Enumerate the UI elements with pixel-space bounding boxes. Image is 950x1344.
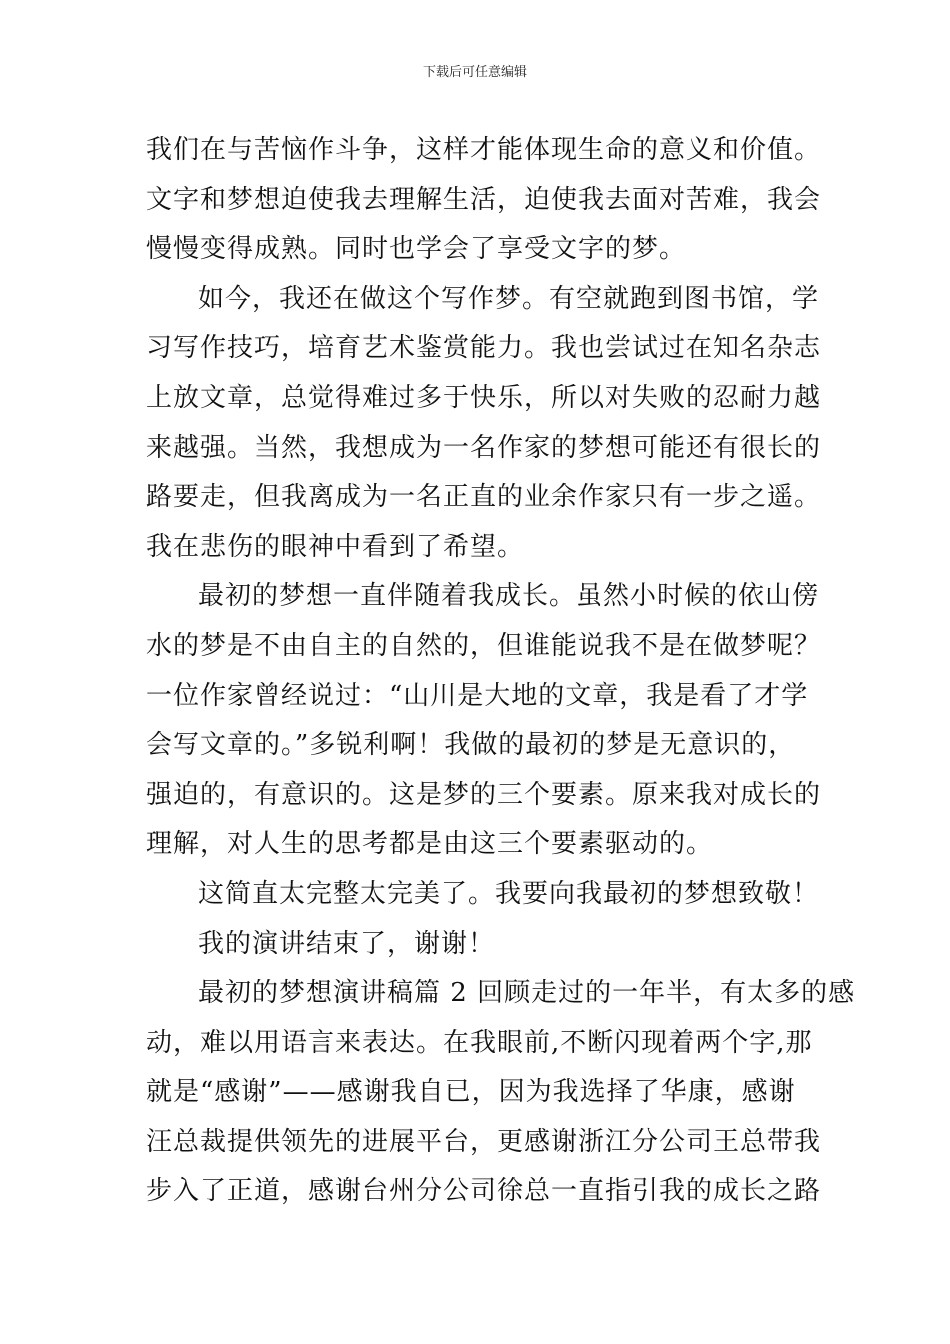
text-line: 上放文章，总觉得难过多于快乐，所以对失败的忍耐力越 (146, 382, 822, 413)
page-header: 下载后可任意编辑 (422, 65, 527, 80)
text-line: 我的演讲结束了，谢谢！ (198, 928, 496, 959)
text-line: 慢慢变得成熟。同时也学会了享受文字的梦。 (146, 234, 687, 265)
text-line: 习写作技巧，培育艺术鉴赏能力。我也尝试过在知名杂志 (146, 333, 822, 364)
text-line: 我在悲伤的眼神中看到了希望。 (146, 531, 525, 562)
text-line: 理解，对人生的思考都是由这三个要素驱动的。 (146, 829, 714, 860)
text-line: 最初的梦想一直伴随着我成长。虽然小时候的依山傍 (198, 581, 820, 612)
body-text (146, 126, 856, 1217)
text-line: 会写文章的。”多锐利啊！我做的最初的梦是无意识的， (146, 730, 796, 761)
text-line: 来越强。当然，我想成为一名作家的梦想可能还有很长的 (146, 432, 822, 463)
text-line: 步入了正道，感谢台州分公司徐总一直指引我的成长之路 (146, 1176, 822, 1207)
text-line: 强迫的，有意识的。这是梦的三个要素。原来我对成长的 (146, 779, 822, 810)
text-line: 路要走，但我离成为一名正直的业余作家只有一步之遥。 (146, 482, 822, 513)
text-line: 如今，我还在做这个写作梦。有空就跑到图书馆，学 (198, 283, 820, 314)
text-line: 汪总裁提供领先的进展平台，更感谢浙江分公司王总带我 (146, 1126, 822, 1157)
text-line: 就是“感谢”——感谢我自已，因为我选择了华康，感谢 (146, 1077, 796, 1108)
text-line: 文字和梦想迫使我去理解生活，迫使我去面对苦难，我会 (146, 184, 822, 215)
text-line: 这简直太完整太完美了。我要向我最初的梦想致敬！ (198, 878, 820, 909)
text-line: 一位作家曾经说过：“山川是大地的文章，我是看了才学 (146, 680, 809, 711)
text-line: 我们在与苦恼作斗争，这样才能体现生命的意义和价值。 (146, 135, 822, 165)
text-line: 动，难以用语言来表达。在我眼前,不断闪现着两个字,那 (146, 1027, 813, 1058)
text-line: 最初的梦想演讲稿篇 2 回顾走过的一年半，有太多的感 (198, 978, 856, 1009)
text-line: 水的梦是不由自主的自然的，但谁能说我不是在做梦呢？ (146, 630, 822, 661)
